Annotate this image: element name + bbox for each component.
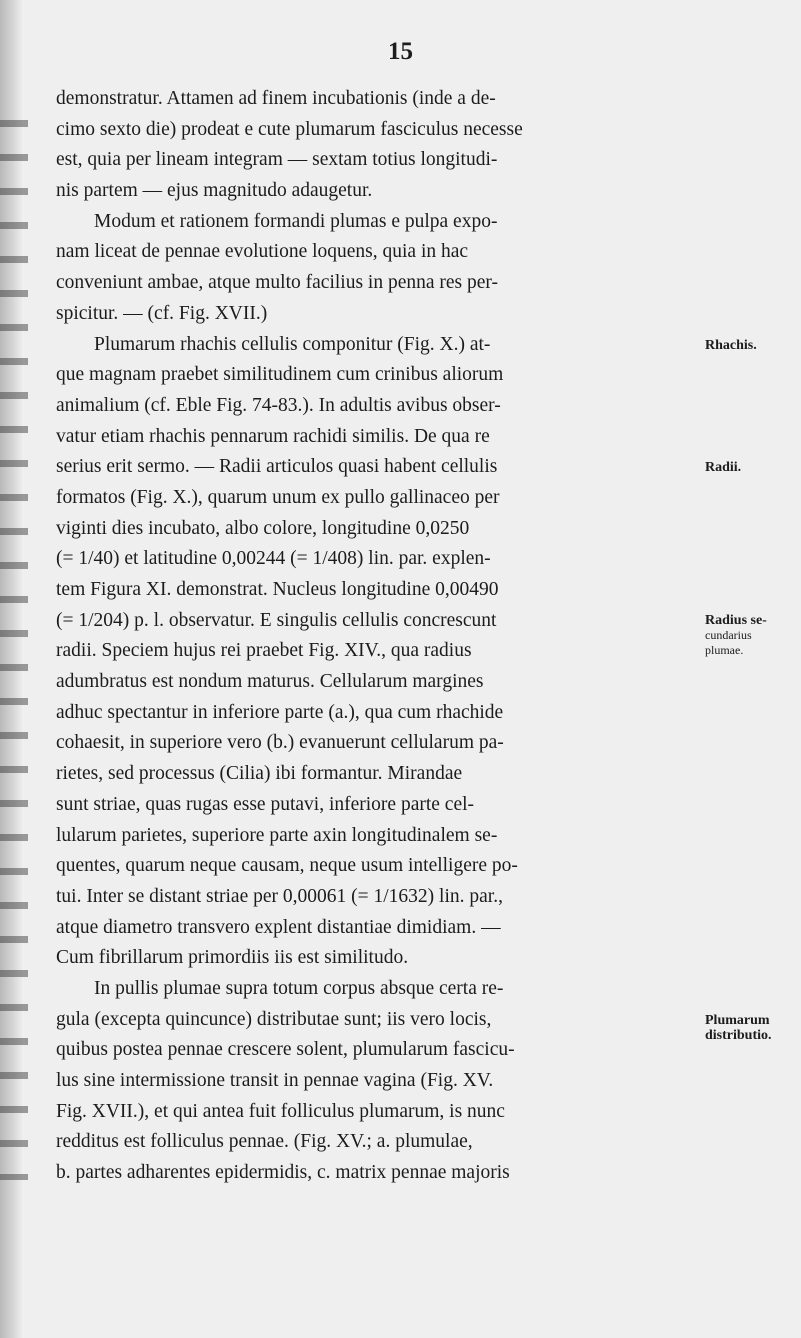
text-line: cohaesit, in superiore vero (b.) evanuerunt cellularum pa- <box>56 732 504 754</box>
text-line: tem Figura XI. demonstrat. Nucleus longitudine 0,00490 <box>56 579 499 600</box>
text-line: est, quia per lineam integram — sextam totius longitudi- <box>56 149 498 171</box>
text-line: lularum parietes, superiore parte axin longitudinalem se- <box>56 824 498 846</box>
text-line: adhuc spectantur in inferiore parte (a.), qua cum rhachide <box>56 701 504 723</box>
text-line: sunt striae, quas rugas esse putavi, inferiore parte cel- <box>56 793 475 815</box>
text-line: cimo sexto die) prodeat e cute plumarum fasciculus necesse <box>56 118 523 140</box>
text-line: quibus postea pennae crescere solent, plumularum fascicu- <box>56 1039 515 1061</box>
text-line: spicitur. — (cf. Fig. XVII.) <box>56 302 268 324</box>
text-line: gula (excepta quincunce) distributae sunt; iis vero locis, <box>56 1008 492 1030</box>
gutter-bleed-marks <box>0 120 28 1180</box>
text-line: Fig. XVII.), et qui antea fuit folliculus plumarum, is nunc <box>56 1100 505 1122</box>
text-line: conveniunt ambae, atque multo facilius in penna res per- <box>56 272 498 294</box>
margin-note-text: distributio. <box>705 1028 772 1043</box>
text-line: Plumarum rhachis cellulis componitur (Fig. X.) at- <box>94 333 491 355</box>
text-line: rietes, sed processus (Cilia) ibi formantur. Mirandae <box>56 763 463 785</box>
text-line: (= 1/204) p. l. observatur. E singulis cellulis concrescunt <box>56 609 497 631</box>
margin-note-text: Plumarum <box>705 1013 770 1028</box>
margin-note-text: Radii. <box>705 460 742 475</box>
margin-note-text: plumae. <box>705 643 744 657</box>
text-line: demonstratur. Attamen ad finem incubationis (inde a de- <box>56 88 496 109</box>
text-line: (= 1/40) et latitudine 0,00244 (= 1/408) lin. par. explen- <box>56 548 491 570</box>
text-line: Modum et rationem formandi plumas e pulpa expo- <box>94 210 498 232</box>
text-line: quentes, quarum neque causam, neque usum intelligere po- <box>56 855 518 877</box>
text-line: redditus est folliculus pennae. (Fig. XV.; a. plumulae, <box>56 1131 473 1153</box>
margin-note-text: cundarius <box>705 628 752 642</box>
text-line: animalium (cf. Eble Fig. 74-83.). In adultis avibus obser- <box>56 394 501 416</box>
body-text <box>56 84 616 1189</box>
text-line: radii. Speciem hujus rei praebet Fig. XIV., qua radius <box>56 640 472 662</box>
page-number: 15 <box>388 38 413 65</box>
text-line: formatos (Fig. X.), quarum unum ex pullo gallinaceo per <box>56 486 500 508</box>
margin-note-text: Radius se- <box>705 613 767 628</box>
text-line: b. partes adharentes epidermidis, c. matrix pennae majoris <box>56 1162 510 1184</box>
text-line: viginti dies incubato, albo colore, longitudine 0,0250 <box>56 517 470 539</box>
margin-note-text: Rhachis. <box>705 338 757 353</box>
text-line: nam liceat de pennae evolutione loquens, quia in hac <box>56 241 469 263</box>
text-line: serius erit sermo. — Radii articulos quasi habent cellulis <box>56 456 498 478</box>
text-line: tui. Inter se distant striae per 0,00061 (= 1/1632) lin. par., <box>56 885 503 907</box>
text-line: atque diametro transvero explent distantiae dimidiam. — <box>56 916 501 938</box>
text-line: adumbratus est nondum maturus. Cellularum margines <box>56 671 484 693</box>
margin-note-plumarum-distributio <box>705 1013 801 1043</box>
margin-note-rhachis <box>705 338 801 353</box>
margin-note-radius-secundarius <box>705 613 801 658</box>
text-line: In pullis plumae supra totum corpus absque certa re- <box>94 977 504 999</box>
text-line: que magnam praebet similitudinem cum crinibus aliorum <box>56 364 504 386</box>
text-line: Cum fibrillarum primordiis iis est similitudo. <box>56 947 409 969</box>
text-line: nis partem — ejus magnitudo adaugetur. <box>56 180 373 202</box>
text-line: lus sine intermissione transit in pennae vagina (Fig. XV. <box>56 1070 494 1091</box>
text-line: vatur etiam rhachis pennarum rachidi similis. De qua re <box>56 425 490 447</box>
margin-note-radii <box>705 460 801 475</box>
